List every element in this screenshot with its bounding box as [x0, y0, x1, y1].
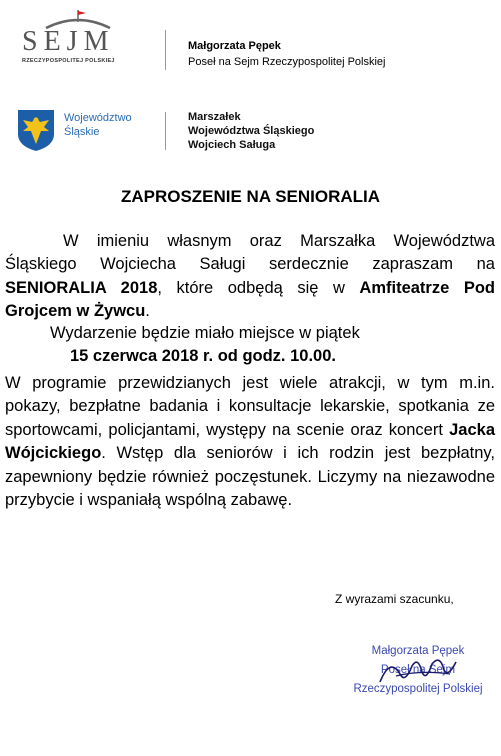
header-separator [165, 30, 166, 70]
sejm-logo-text: SEJM [22, 26, 115, 57]
document-heading: ZAPROSZENIE NA SENIORALIA [120, 187, 381, 206]
invitation-paragraph [5, 230, 495, 324]
event-time-line: 15 czerwca 2018 r. od godz. 10.00. [70, 347, 336, 365]
marshal-line2: Województwa Śląskiego [188, 125, 315, 137]
header-separator-2 [165, 112, 166, 150]
mp-name: Małgorzata Pępek [188, 40, 281, 52]
region-name [64, 111, 132, 139]
event-date-line: Wydarzenie będzie miało miejsce w piątek [50, 324, 360, 342]
stamp-line3: Rzeczypospolitej Polskiej [353, 683, 483, 695]
sejm-logo-subtitle: RZECZYPOSPOLITEJ POLSKIEJ [22, 58, 115, 64]
para2-text1: W programie przewidzianych jest wiele atrakcji, w tym m.in. pokazy, bezpłatne badania i konsultacje lekarskie, spotkania ze sportowcami, policjantami, występy na scenie oraz koncert [5, 374, 495, 439]
region-name-line1: Województwo [64, 112, 132, 124]
marshal-block [188, 110, 314, 152]
event-venue: Amfiteatrze Pod Grojcem w Żywcu [5, 278, 495, 321]
stamp-line2: Poseł na Sejm [380, 664, 456, 676]
closing-phrase: Z wyrazami szacunku, [335, 592, 454, 606]
stamp-line1: Małgorzata Pępek [371, 645, 465, 657]
marshal-line3: Wojciech Saługa [188, 139, 276, 151]
handwritten-signature-icon [370, 652, 460, 692]
silesia-crest-icon [16, 108, 56, 152]
para1-text3: . [145, 302, 150, 321]
program-paragraph [5, 372, 495, 512]
marshal-line1: Marszałek [188, 111, 241, 123]
para2-text2: . Wstęp dla seniorów i ich rodzin jest bezpłatny, zapewniony będzie również poczęstunek. Liczymy na niezawodne przybycie i wspaniałą wspólną zabawę. [5, 444, 495, 510]
mp-title: Poseł na Sejm Rzeczypospolitej Polskiej [188, 56, 386, 68]
event-name: SENIORALIA 2018 [5, 278, 158, 297]
region-name-line2: Śląskie [64, 126, 100, 138]
performer-name: Jacka Wójcickiego [5, 420, 495, 463]
para1-text2: , które odbędą się w [157, 278, 360, 297]
para1-text1: W imieniu własnym oraz Marszałka Województwa Śląskiego Wojciecha Saługi serdecznie zapraszam na [5, 232, 495, 274]
